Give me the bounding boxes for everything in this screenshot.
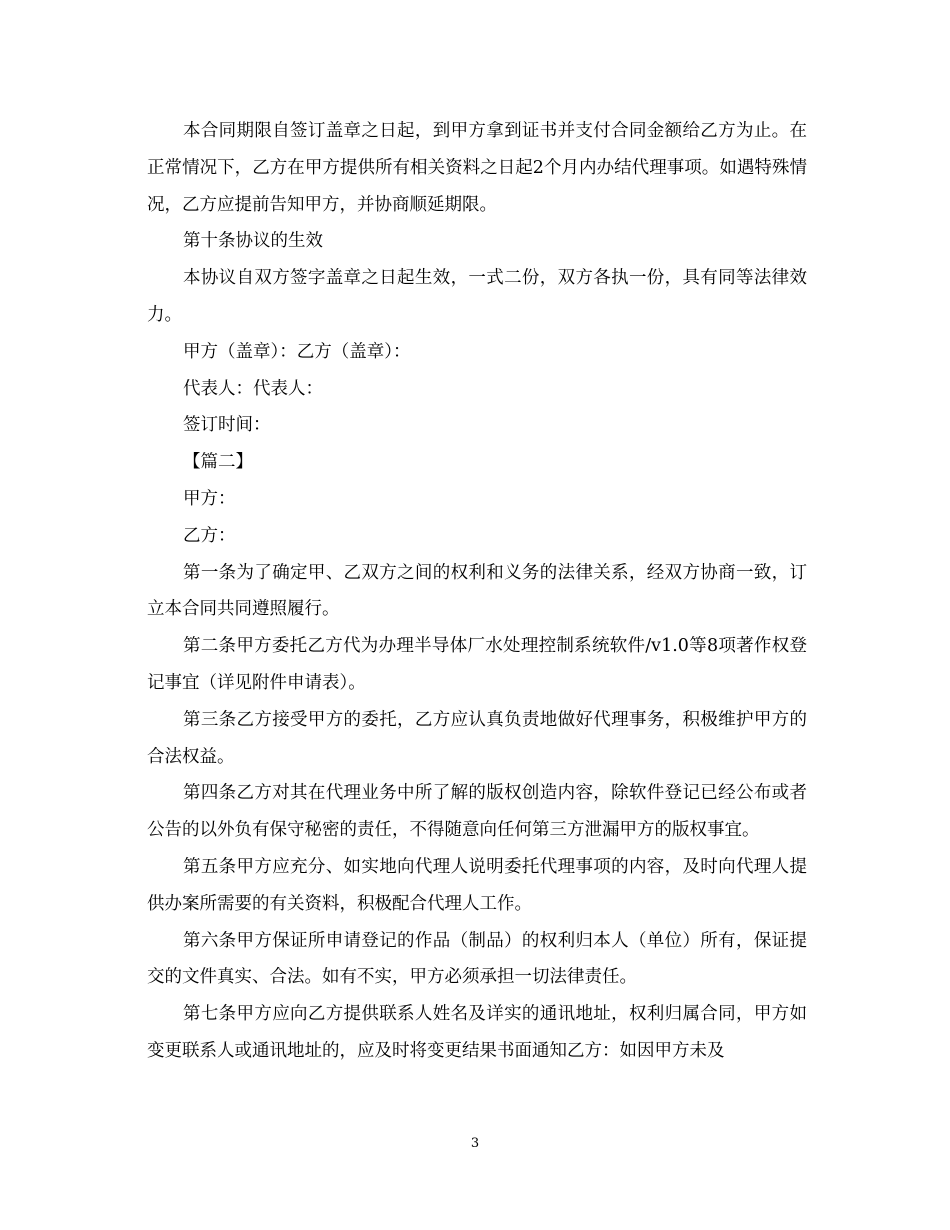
article-one: 第一条为了确定甲、乙双方之间的权利和义务的法律关系，经双方协商一致，订立本合同共同遵照履行。: [147, 562, 807, 620]
party-b-line: 乙方：: [183, 525, 236, 546]
paragraph-term-period: 本合同期限自签订盖章之日起，到甲方拿到证书并支付合同金额给乙方为止。在正常情况下，乙方在甲方提供所有相关资料之日起2个月内办结代理事项。如遇特殊情况，乙方应提前告知甲方，并协商顺延期限。: [147, 121, 807, 215]
document-body: [147, 113, 807, 1070]
article-six: 第六条甲方保证所申请登记的作品（制品）的权利归本人（单位）所有，保证提交的文件真实、合法。如有不实，甲方必须承担一切法律责任。: [147, 930, 807, 988]
page-number: 3: [470, 1136, 480, 1151]
signature-seal-line: 甲方（盖章）：乙方（盖章）：: [183, 341, 411, 362]
article-five: 第五条甲方应充分、如实地向代理人说明委托代理事项的内容，及时向代理人提供办案所需要的有关资料，积极配合代理人工作。: [147, 856, 807, 914]
party-a-line: 甲方：: [183, 488, 236, 509]
signature-date-line: 签订时间：: [183, 415, 271, 436]
heading-article-ten: 第十条协议的生效: [183, 231, 323, 252]
paragraph-effectiveness: 本协议自双方签字盖章之日起生效，一式二份，双方各执一份，具有同等法律效力。: [147, 268, 807, 325]
article-four: 第四条乙方对其在代理业务中所了解的版权创造内容，除软件登记已经公布或者公告的以外负有保守秘密的责任，不得随意向任何第三方泄漏甲方的版权事宜。: [147, 783, 807, 841]
article-three: 第三条乙方接受甲方的委托，乙方应认真负责地做好代理事务，积极维护甲方的合法权益。: [147, 709, 807, 767]
article-seven: 第七条甲方应向乙方提供联系人姓名及详实的通讯地址，权利归属合同，甲方如变更联系人或通讯地址的，应及时将变更结果书面通知乙方：如因甲方未及: [147, 1004, 807, 1061]
signature-representative-line: 代表人：代表人：: [183, 378, 323, 399]
section-heading-part-two: 【篇二】: [183, 452, 253, 473]
article-two: 第二条甲方委托乙方代为办理半导体厂水处理控制系统软件/v1.0等8项著作权登记事宜（详见附件申请表）。: [147, 636, 807, 693]
